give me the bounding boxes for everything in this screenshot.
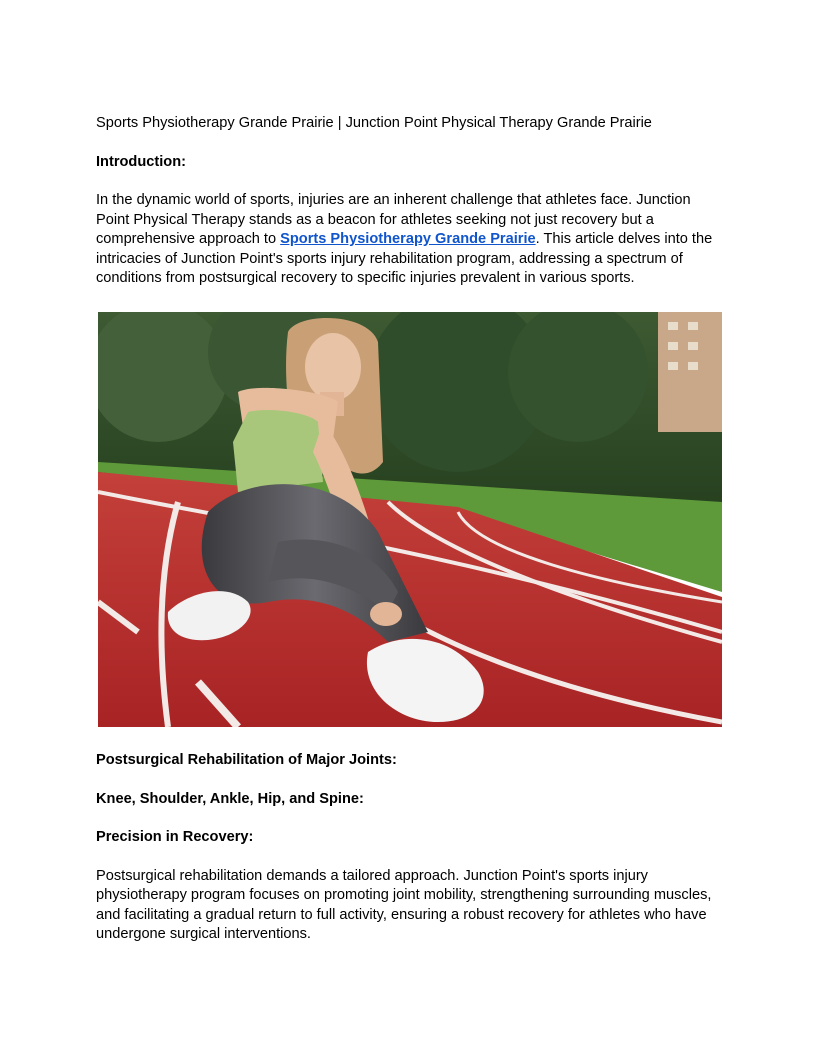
postsurgical-paragraph: Postsurgical rehabilitation demands a tailored approach. Junction Point's sports injury physiotherapy program focuses on promoting joint mobility, strengthening surrounding muscles, and facilitating a gradual return to full activity, ensuring a robust recovery for athletes who have undergone surgical interventions. bbox=[96, 867, 712, 942]
intro-text-after-link: . This article delves into the intricacies of Junction Point's sports injury rehabilitation program, addressing a spectrum of conditions from postsurgical recovery to specific injuries prevalent in various sports. bbox=[96, 231, 713, 286]
hero-image-athlete-ankle-injury bbox=[98, 312, 722, 727]
intro-heading: Introduction: bbox=[96, 153, 186, 170]
precision-heading: Precision in Recovery: bbox=[96, 829, 254, 845]
joints-heading: Knee, Shoulder, Ankle, Hip, and Spine: bbox=[96, 790, 364, 807]
intro-paragraph bbox=[96, 191, 724, 289]
sports-physiotherapy-link[interactable]: Sports Physiotherapy Grande Prairie bbox=[280, 231, 536, 247]
postsurgical-heading: Postsurgical Rehabilitation of Major Joints: bbox=[96, 752, 397, 768]
postsurgical-section bbox=[96, 751, 724, 964]
document-title: Sports Physiotherapy Grande Prairie | Junction Point Physical Therapy Grande Prairie bbox=[96, 115, 652, 131]
document-page bbox=[96, 114, 724, 308]
intro-text-before-link: In the dynamic world of sports, injuries are an inherent challenge that athletes face. Junction Point Physical Therapy stands as a beacon for athletes seeking not just recovery but a comprehensive approach to bbox=[96, 192, 691, 247]
